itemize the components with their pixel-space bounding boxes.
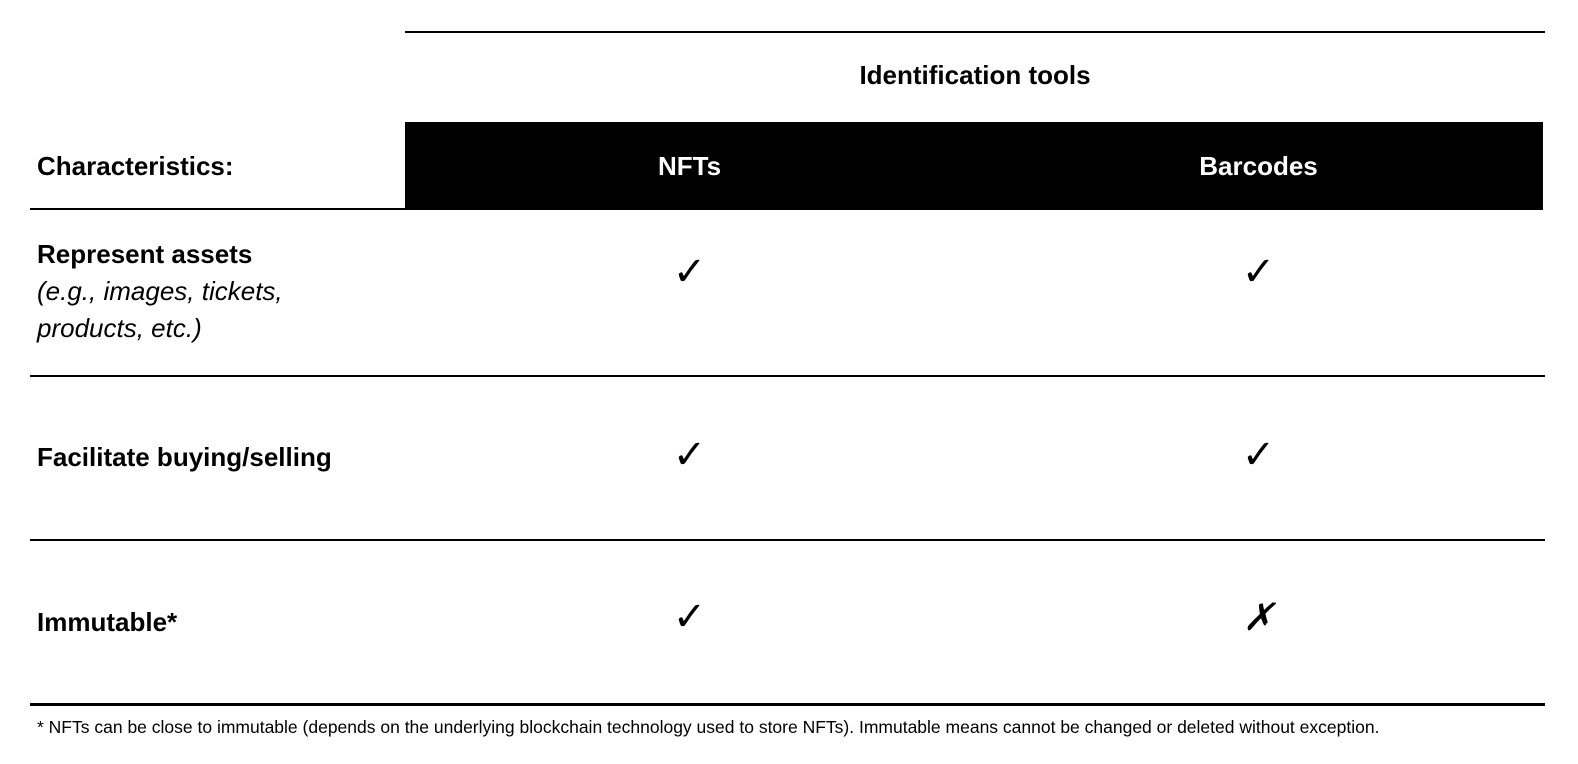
check-icon: ✓ <box>1241 433 1276 477</box>
row-header-title: Characteristics: <box>37 150 234 181</box>
cell-facilitate-nfts <box>405 435 974 475</box>
column-header-nfts: NFTs <box>657 150 722 181</box>
row-label-note: (e.g., images, tickets, products, etc.) <box>37 276 283 343</box>
check-icon: ✓ <box>672 250 707 294</box>
check-icon: ✓ <box>672 433 707 477</box>
check-icon: ✓ <box>672 595 707 639</box>
table-row <box>0 210 1578 375</box>
cell-immutable-barcodes <box>974 597 1543 638</box>
column-group-header: Identification tools <box>859 60 1091 90</box>
column-header-bar <box>405 122 1543 210</box>
row-label-text: Immutable* <box>37 607 178 637</box>
table-top-rule <box>405 31 1545 33</box>
table-bottom-rule <box>30 703 1545 706</box>
column-header-barcodes: Barcodes <box>1199 150 1318 181</box>
cell-immutable-nfts <box>405 597 974 637</box>
cell-facilitate-barcodes <box>974 435 1543 475</box>
cell-represent-assets-barcodes <box>974 252 1543 292</box>
table-row <box>0 541 1578 703</box>
row-label-immutable <box>37 604 387 641</box>
footnote-text: * NFTs can be close to immutable (depends on the underlying blockchain technology used to store NFTs). Immutable means cannot be changed or deleted without exception. <box>37 717 1380 737</box>
check-icon: ✓ <box>1241 250 1276 294</box>
table-row <box>0 377 1578 539</box>
row-label-text: Represent assets <box>37 239 253 269</box>
cross-icon: ✗ <box>1242 597 1275 639</box>
row-label-represent-assets <box>37 236 387 347</box>
row-label-text: Facilitate buying/selling <box>37 442 332 472</box>
cell-represent-assets-nfts <box>405 252 974 292</box>
row-label-facilitate-buying-selling <box>37 439 387 476</box>
